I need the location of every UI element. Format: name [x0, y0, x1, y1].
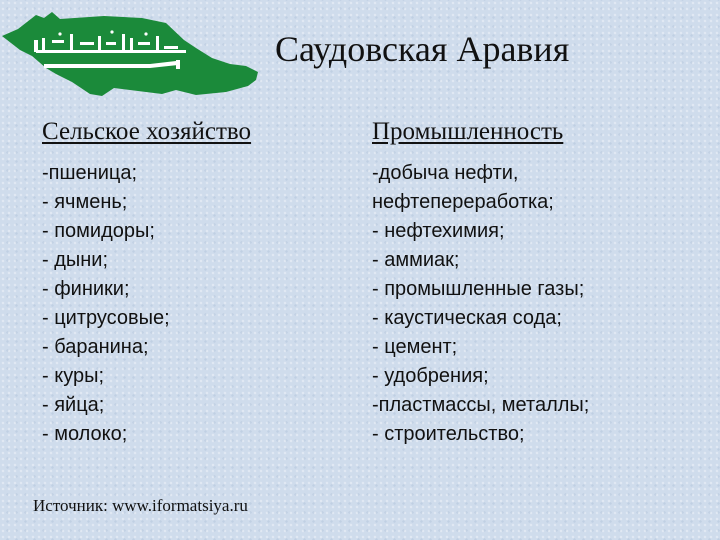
list-item: - ячмень; [42, 191, 128, 213]
list-item: - дыни; [42, 249, 109, 271]
agriculture-heading: Сельское хозяйство [42, 118, 252, 145]
saudi-flag-map-icon [0, 10, 262, 98]
list-item: - промышленные газы; [372, 278, 585, 300]
list-item: - аммиак; [372, 249, 460, 271]
page-title: Саудовская Аравия [275, 29, 570, 69]
list-item: - цитрусовые; [42, 307, 170, 329]
list-item: - помидоры; [42, 220, 155, 242]
industry-list [372, 159, 702, 449]
list-item: - молоко; [42, 423, 128, 445]
source-caption: Источник: www.iformatsiya.ru [33, 496, 248, 515]
list-item: - строительство; [372, 423, 525, 445]
industry-heading: Промышленность [372, 118, 564, 145]
agriculture-column [42, 118, 332, 449]
list-item: - финики; [42, 278, 130, 300]
list-item: - каустическая сода; [372, 307, 562, 329]
list-item: нефтепереработка; [372, 191, 554, 213]
list-item: -добыча нефти, [372, 162, 519, 184]
list-item: - цемент; [372, 336, 458, 358]
list-item: -пластмассы, металлы; [372, 394, 590, 416]
industry-column [372, 118, 702, 449]
list-item: - баранина; [42, 336, 149, 358]
list-item: - куры; [42, 365, 105, 387]
list-item: - яйца; [42, 394, 105, 416]
list-item: - удобрения; [372, 365, 489, 387]
agriculture-list [42, 159, 332, 449]
list-item: - нефтехимия; [372, 220, 505, 242]
list-item: -пшеница; [42, 162, 138, 184]
